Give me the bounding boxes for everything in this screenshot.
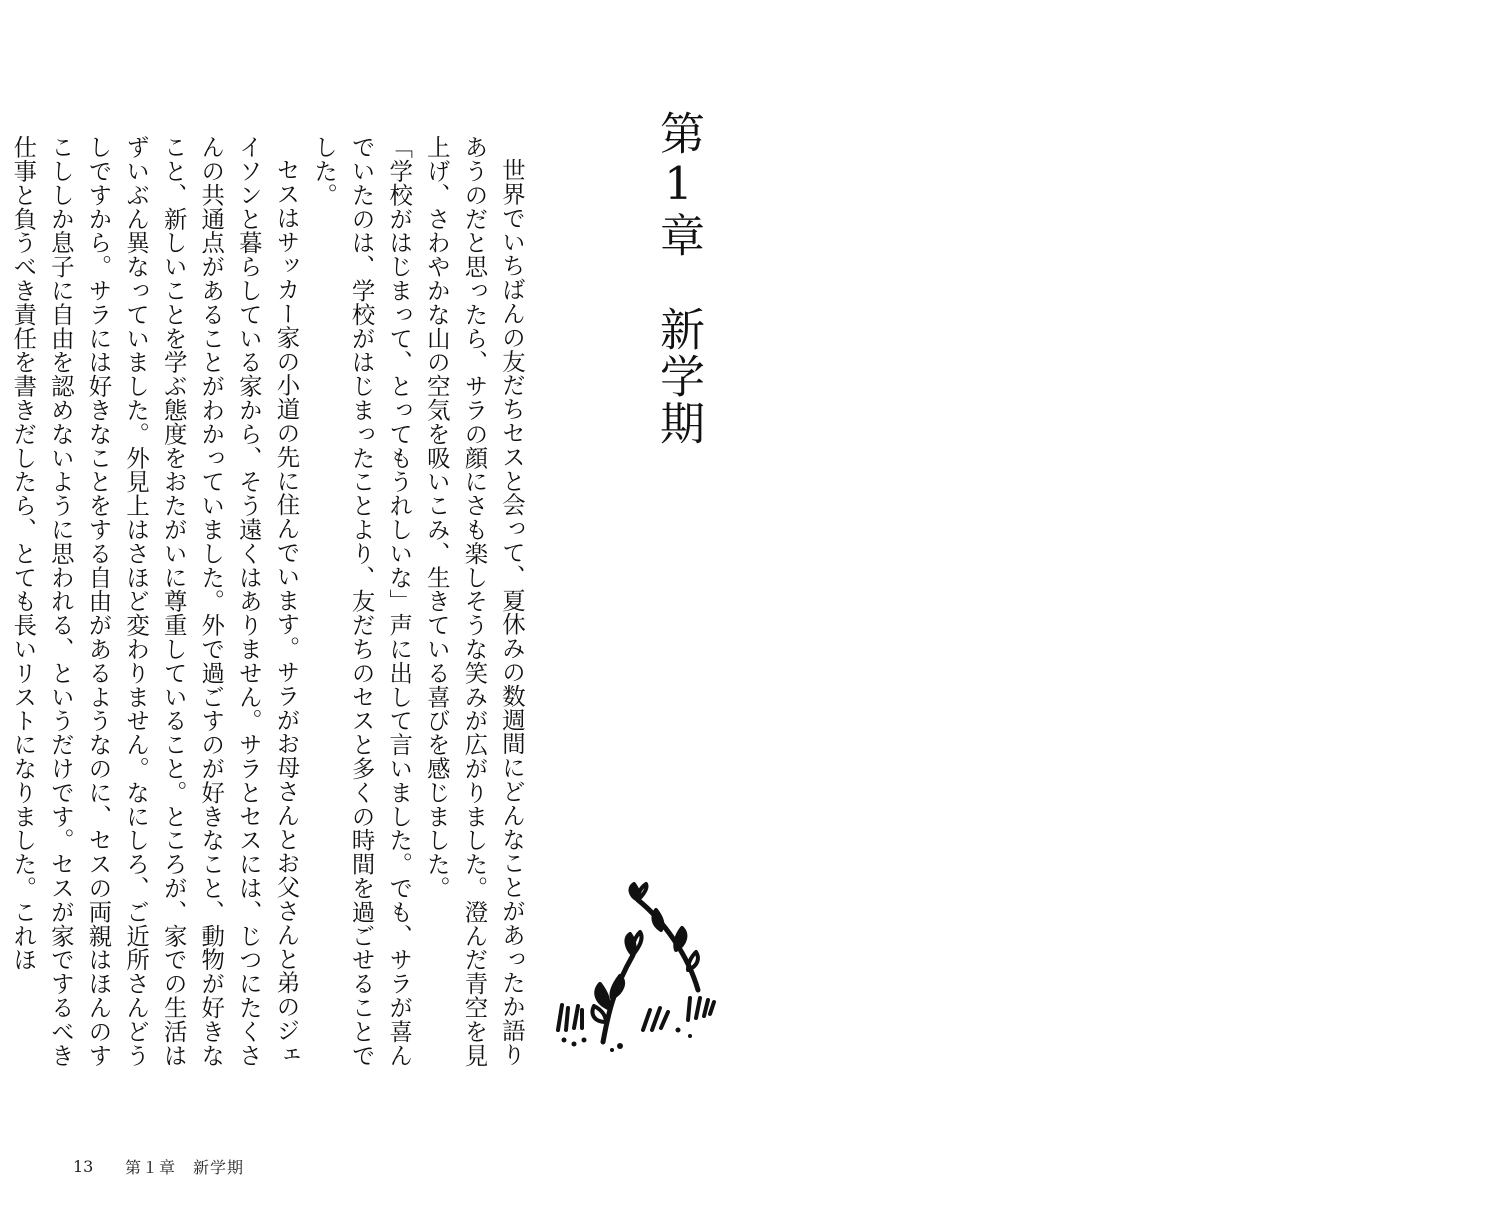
plant-doodle-icon (548, 880, 728, 1060)
paragraph-2: 「学校がはじまって、とってもうれしいな」声に出して言いました。でも、サラが喜んでいたのは、学校がはじまったことより、友だちのセスと多くの時間を過ごせることでした。 (310, 135, 414, 1068)
page-number: 13 (73, 1156, 94, 1176)
chapter-title: 第1章 新学期 (652, 110, 705, 447)
body-text (9, 135, 530, 1080)
running-head: 第１章 新学期 (125, 1157, 245, 1177)
paragraph-1: 世界でいちばんの友だちセスと会って、夏休みの数週間にどんなことがあったか語りあうのだと思ったら、サラの顔にさも楽しそうな笑みが広がりました。澄んだ青空を見上げ、さわやかな山の空気を吸いこみ、生きている喜びを感じました。 (422, 135, 526, 1068)
paragraph-3: セスはサッカー家の小道の先に住んでいます。サラがお母さんとお父さんと弟のジェイソンと暮らしている家から、そう遠くはありません。サラとセスには、じつにたくさんの共通点があることがわかっていました。外で過ごすのが好きなこと、動物が好きなこと、新しいことを学ぶ態度をおたがいに尊重していること。ところが、家での生活はずいぶん異なっていました。外見上はさほど変わりません。なにしろ、ご近所さんどうしですから。サラには好きなことをする自由があるようなのに、セスの両親はほんのすこししか息子に自由を認めないように思われる、というだけです。セスが家でするべき仕事と負うべき責任を書きだしたら、とても長いリストになりました。これほ (9, 135, 301, 1068)
page-footer (73, 1152, 244, 1180)
